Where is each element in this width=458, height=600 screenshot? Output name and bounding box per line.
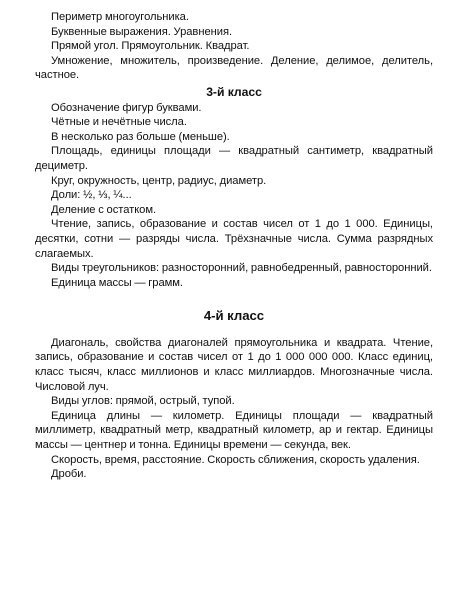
paragraph: Буквенные выражения. Уравнения. <box>51 25 233 38</box>
paragraph: Дроби. <box>51 468 87 481</box>
paragraph: Площадь, единицы площади — квадратный сантиметр, квадратный дециметр. <box>35 145 433 172</box>
paragraph: Виды углов: прямой, острый, тупой. <box>51 395 235 408</box>
paragraph: Виды треугольников: разносторонний, равнобедренный, равносторонний. <box>51 262 432 275</box>
paragraph: Обозначение фигур буквами. <box>51 101 202 114</box>
paragraph: В несколько раз больше (меньше). <box>51 130 230 143</box>
section-heading-grade4: 4-й класс <box>203 308 265 324</box>
paragraph: Единица длины — километр. Единицы площади — квадратный миллиметр, квадратный метр, квадратный километр, ар и гектар. Единицы массы — центнер и тонна. Единицы времени — секунда, век. <box>35 409 433 452</box>
paragraph: Скорость, время, расстояние. Скорость сближения, скорость удаления. <box>51 453 420 466</box>
paragraph: Доли: ½, ⅓, ¼... <box>51 189 132 202</box>
paragraph: Умножение, множитель, произведение. Деление, делимое, делитель, частное. <box>35 54 433 82</box>
paragraph: Прямой угол. Прямоугольник. Квадрат. <box>51 40 250 53</box>
paragraph: Диагональ, свойства диагоналей прямоугольника и квадрата. Чтение, запись, образование и состав чисел от 1 до 1 000 000 000. Класс единиц, класс тысяч, класс миллионов и класс миллиардов. Многозначные числа. Числовой луч. <box>35 336 433 393</box>
intro-section <box>35 10 433 83</box>
paragraph: Чётные и нечётные числа. <box>51 116 187 129</box>
paragraph: Периметр многоугольника. <box>51 11 189 23</box>
paragraph: Деление с остатком. <box>51 203 157 216</box>
grade4-section <box>35 309 433 482</box>
document-page <box>35 10 433 482</box>
paragraph: Единица массы — грамм. <box>51 276 183 289</box>
paragraph: Круг, окружность, центр, радиус, диаметр. <box>51 174 267 187</box>
section-heading-grade3: 3-й класс <box>206 84 262 99</box>
paragraph: Чтение, запись, образование и состав чисел от 1 до 1 000. Единицы, десятки, сотни — разряды числа. Трёхзначные числа. Сумма разрядных слагаемых. <box>35 218 433 260</box>
grade3-section <box>35 85 433 290</box>
